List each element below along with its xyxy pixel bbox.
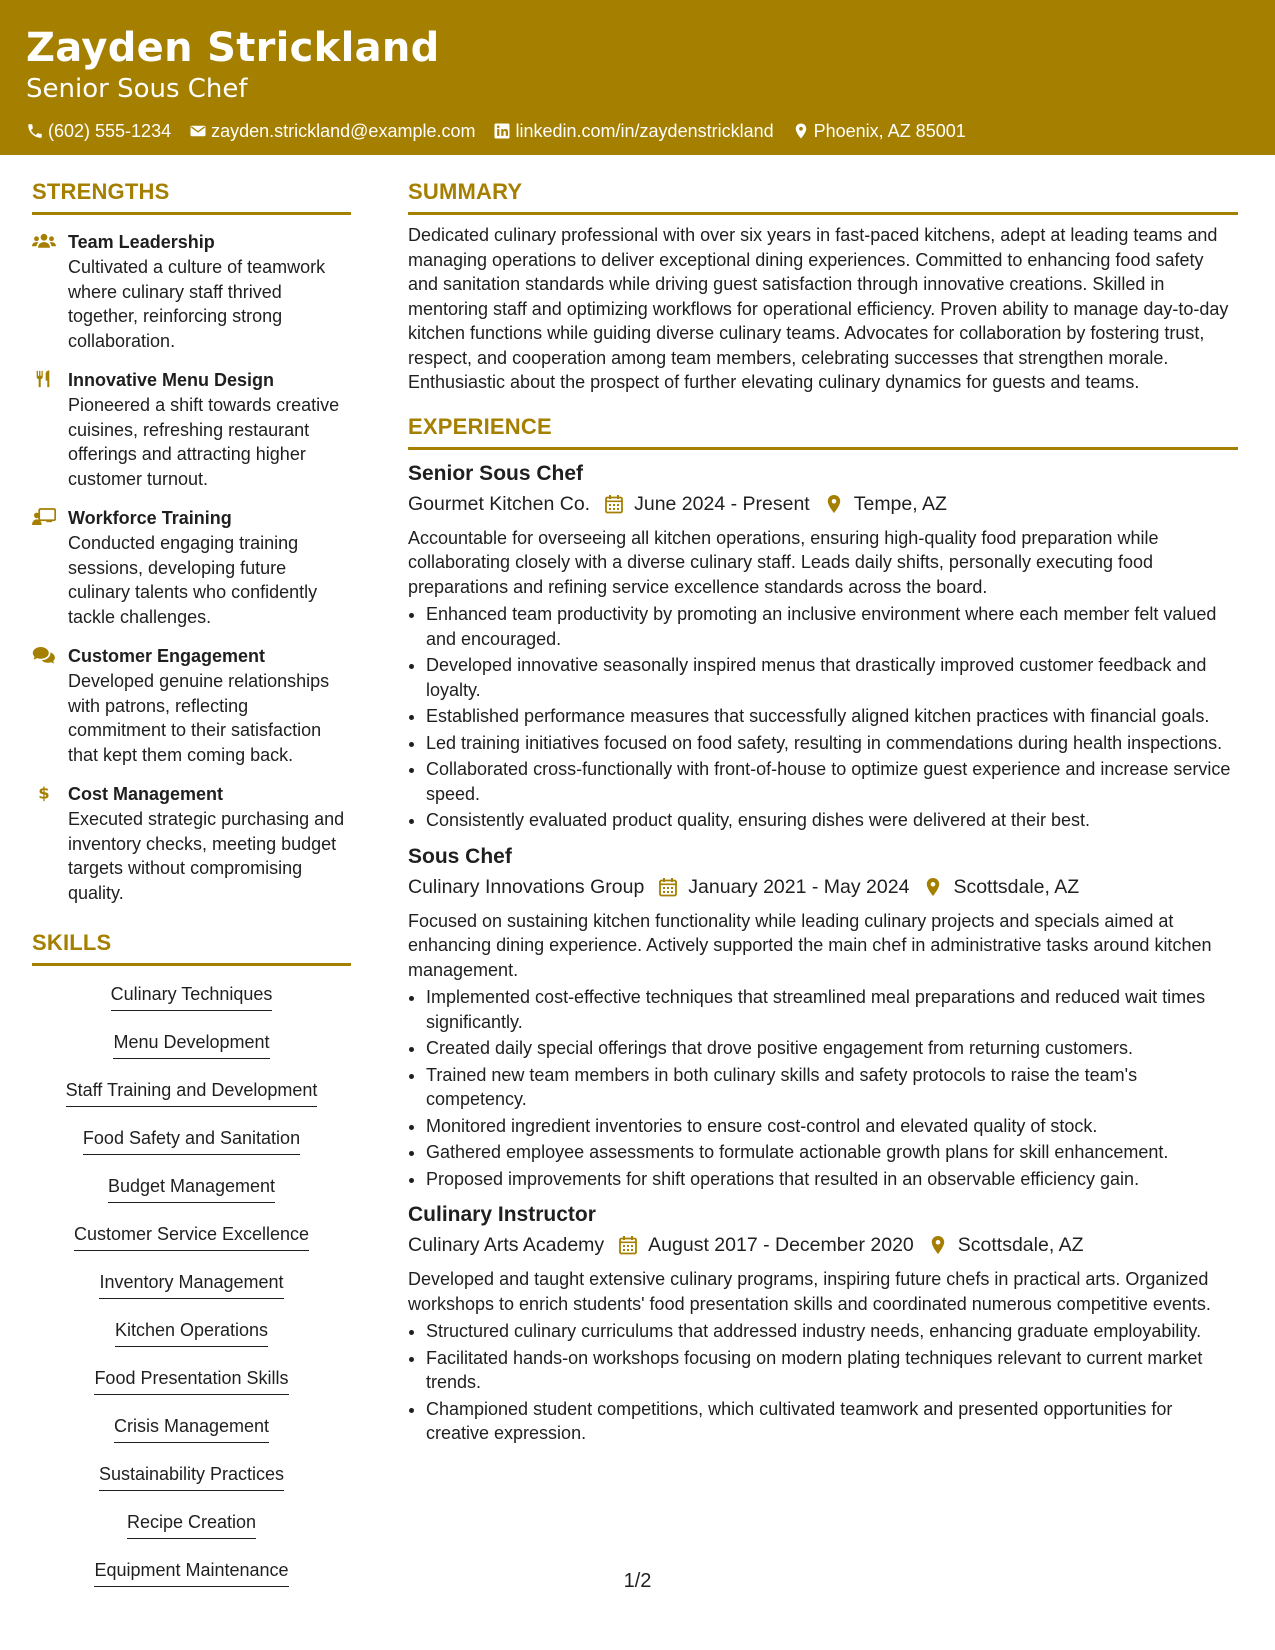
job-bullet: • Created daily special offerings that drove positive engagement from returning customers. <box>426 1036 1238 1061</box>
linkedin-text: linkedin.com/in/zaydenstrickland <box>515 121 774 141</box>
job-title: Sous Chef <box>408 844 512 868</box>
skill-item: Sustainability Practices <box>99 1456 284 1491</box>
strengths-heading: STRENGTHS <box>32 178 351 215</box>
job-location: Scottsdale, AZ <box>953 875 1080 898</box>
users-icon <box>32 232 56 250</box>
strength-item <box>32 505 351 629</box>
job-bullet: • Trained new team members in both culinary skills and safety protocols to raise the team's competency. <box>426 1063 1238 1112</box>
map-marker-icon <box>792 122 810 140</box>
job-location: Tempe, AZ <box>853 492 947 515</box>
candidate-title: Senior Sous Chef <box>26 74 248 104</box>
phone-icon <box>26 122 44 140</box>
experience-heading: EXPERIENCE <box>408 413 1238 450</box>
job-bullet: • Enhanced team productivity by promoting an inclusive environment where each member felt valued and encouraged. <box>426 602 1238 651</box>
utensils-icon <box>32 370 56 388</box>
right-column <box>408 178 1238 1448</box>
job-dates: August 2017 - December 2020 <box>648 1234 914 1256</box>
strength-name: Team Leadership <box>68 232 215 252</box>
skill-item: Staff Training and Development <box>66 1072 318 1107</box>
job-bullet: • Developed innovative seasonally inspired menus that drastically improved customer feedback and loyalty. <box>426 653 1238 702</box>
job-bullets <box>408 602 1238 833</box>
job-bullet: • Implemented cost-effective techniques that streamlined meal preparations and reduced wait times significantly. <box>426 985 1238 1034</box>
email-text: zayden.strickland@example.com <box>211 121 476 141</box>
job-location: Scottsdale, AZ <box>957 1234 1084 1256</box>
strength-name: Cost Management <box>68 784 224 804</box>
job-meta <box>408 1231 1238 1259</box>
location-text: Phoenix, AZ 85001 <box>813 121 966 141</box>
skill-item: Recipe Creation <box>127 1504 256 1539</box>
job-bullet: • Facilitated hands-on workshops focusing on modern plating techniques relevant to current market trends. <box>426 1346 1238 1395</box>
job-bullet: • Established performance measures that successfully aligned kitchen practices with financial goals. <box>426 704 1238 729</box>
contact-bar <box>26 120 1275 142</box>
strength-item <box>32 781 351 905</box>
strength-item <box>32 367 351 491</box>
strength-desc: Conducted engaging training sessions, developing future culinary talents who confidently tackle challenges. <box>68 533 318 627</box>
strength-desc: Pioneered a shift towards creative cuisines, refreshing restaurant offerings and attracting higher customer turnout. <box>68 395 340 489</box>
strength-desc: Executed strategic purchasing and inventory checks, meeting budget targets without compromising quality. <box>68 809 345 903</box>
dollar-icon <box>32 784 56 802</box>
job-company: Gourmet Kitchen Co. <box>408 492 591 515</box>
map-marker-icon <box>928 1235 948 1255</box>
skill-item: Kitchen Operations <box>115 1312 268 1347</box>
skill-item: Food Presentation Skills <box>94 1360 288 1395</box>
skill-item: Crisis Management <box>114 1408 269 1443</box>
job-title: Culinary Instructor <box>408 1203 596 1226</box>
job-entry <box>408 460 1238 833</box>
chalkboard-teacher-icon <box>32 508 56 526</box>
svg-text:$: $ <box>38 784 50 802</box>
candidate-name: Zayden Strickland <box>26 25 440 71</box>
comments-icon <box>32 646 56 664</box>
job-bullet: • Collaborated cross-functionally with front-of-house to optimize guest experience and increase service speed. <box>426 757 1238 806</box>
strength-desc: Cultivated a culture of teamwork where culinary staff thrived together, reinforcing strong collaboration. <box>68 257 326 351</box>
page-number: 1/2 <box>623 1570 652 1592</box>
job-entry <box>408 843 1238 1192</box>
job-entry <box>408 1201 1238 1446</box>
job-bullet: • Monitored ingredient inventories to ensure cost-control and elevated quality of stock. <box>426 1114 1238 1139</box>
skill-item: Customer Service Excellence <box>74 1216 309 1251</box>
skills-list <box>32 976 351 1600</box>
contact-location <box>792 120 966 142</box>
strength-desc: Developed genuine relationships with patrons, reflecting commitment to their satisfaction that kept them coming back. <box>68 671 330 765</box>
skill-item: Food Safety and Sanitation <box>83 1120 300 1155</box>
calendar-icon <box>658 877 678 897</box>
summary-text: Dedicated culinary professional with over six years in fast-paced kitchens, adept at leading teams and managing operations to deliver exceptional dining experiences. Committed to enhancing food safety and sanitation standards while driving guest satisfaction through innovative creations. Skilled in mentoring staff and optimizing workflows for operational efficiency. Proven ability to manage day-to-day kitchen functions while guiding diverse culinary teams. Advocates for collaboration by fostering trust, respect, and cooperation among team members, celebrating successes that strengthen morale. Enthusiastic about the prospect of further elevating culinary dynamics for guests and teams. <box>408 225 1229 392</box>
contact-linkedin[interactable] <box>493 120 773 142</box>
job-description: Focused on sustaining kitchen functionality while leading culinary projects and specials aimed at enhancing dining experience. Actively supported the main chef in administrative tasks around kitchen management. <box>408 910 1212 980</box>
job-dates: January 2021 - May 2024 <box>688 875 910 898</box>
skill-item: Culinary Techniques <box>111 976 273 1011</box>
left-column <box>32 178 351 1600</box>
job-company: Culinary Innovations Group <box>408 875 645 898</box>
job-company: Culinary Arts Academy <box>408 1234 605 1256</box>
strength-name: Innovative Menu Design <box>68 370 275 390</box>
job-bullets <box>408 1319 1238 1446</box>
job-bullets <box>408 985 1238 1191</box>
job-meta <box>408 873 1238 901</box>
skills-heading: SKILLS <box>32 929 351 966</box>
resume-header <box>0 0 1275 155</box>
map-marker-icon <box>824 494 844 514</box>
phone-text: (602) 555-1234 <box>48 121 172 141</box>
calendar-icon <box>618 1235 638 1255</box>
envelope-icon <box>189 122 207 140</box>
skill-item: Inventory Management <box>99 1264 283 1299</box>
strength-name: Customer Engagement <box>68 646 266 666</box>
job-dates: June 2024 - Present <box>634 492 810 515</box>
job-bullet: • Gathered employee assessments to formulate actionable growth plans for skill enhancement. <box>426 1140 1238 1165</box>
job-meta <box>408 490 1238 518</box>
job-bullet: • Consistently evaluated product quality, ensuring dishes were delivered at their best. <box>426 808 1238 833</box>
job-bullet: • Led training initiatives focused on food safety, resulting in commendations during health inspections. <box>426 731 1238 756</box>
contact-phone[interactable] <box>26 120 171 142</box>
strength-name: Workforce Training <box>68 508 232 528</box>
strength-item <box>32 643 351 767</box>
job-description: Developed and taught extensive culinary programs, inspiring future chefs in practical arts. Organized workshops to enrich students' food presentation skills and coordinated numerous competitive events. <box>408 1269 1211 1314</box>
calendar-icon <box>604 494 624 514</box>
job-description: Accountable for overseeing all kitchen operations, ensuring high-quality food preparation while collaborating closely with a diverse culinary staff. Leads daily shifts, personally executing food preparations and refining service excellence standards across the board. <box>408 527 1159 597</box>
job-bullet: • Structured culinary curriculums that addressed industry needs, enhancing graduate employability. <box>426 1319 1238 1344</box>
skill-item: Budget Management <box>108 1168 275 1203</box>
strength-item <box>32 229 351 353</box>
summary-heading: SUMMARY <box>408 178 1238 215</box>
map-marker-icon <box>923 877 943 897</box>
skill-item: Equipment Maintenance <box>94 1552 288 1587</box>
linkedin-icon <box>493 122 511 140</box>
job-bullet: • Proposed improvements for shift operations that resulted in an observable efficiency gain. <box>426 1167 1238 1192</box>
contact-email[interactable] <box>189 120 475 142</box>
skill-item: Menu Development <box>113 1024 269 1059</box>
job-bullet: • Championed student competitions, which cultivated teamwork and presented opportunities for creative expression. <box>426 1397 1238 1446</box>
strengths-list <box>32 229 351 905</box>
job-title: Senior Sous Chef <box>408 461 584 485</box>
